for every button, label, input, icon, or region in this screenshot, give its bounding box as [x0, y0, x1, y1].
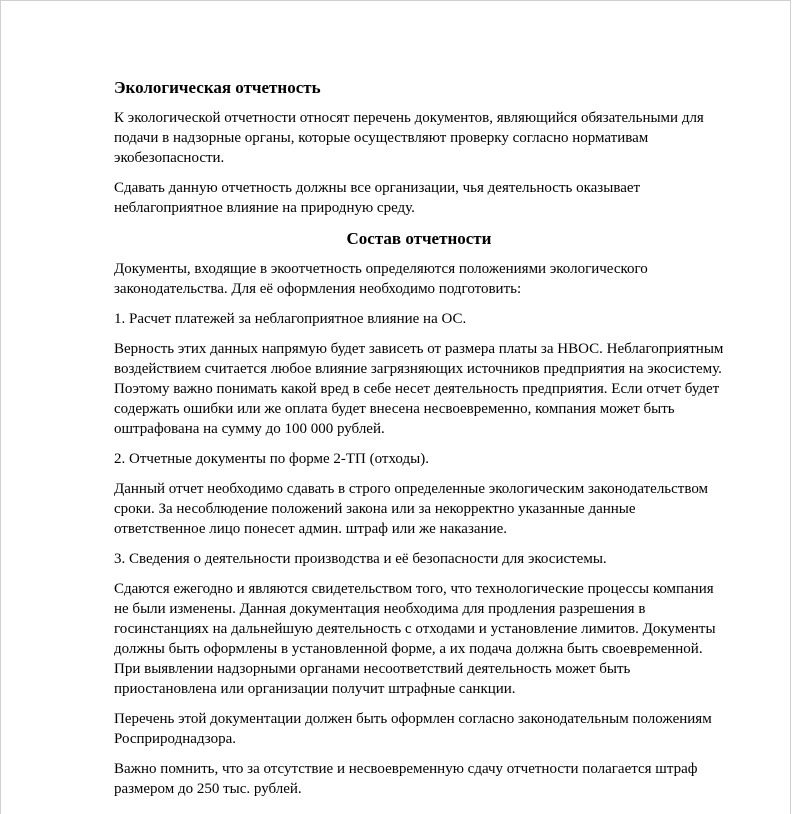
list-item-heading: 3. Сведения о деятельности производства и её безопасности для экосистемы.: [114, 551, 607, 567]
section-paragraph: Сдаются ежегодно и являются свидетельством того, что технологические процессы компания не были изменены. Данная документация необходима для продления разрешения в госинстанциях на дальнейшую деятельность с отходами и установление лимитов. Документы должны быть оформлены в установленной форме, а их подача должна быть своевременной. При выявлении надзорными органами несоответствий деятельность может быть приостановлена или организации получит штрафные санкции.: [114, 581, 716, 697]
section-paragraph: Важно помнить, что за отсутствие и несвоевременную сдачу отчетности полагается штраф размером до 250 тыс. рублей.: [114, 761, 698, 797]
intro-paragraph: Сдавать данную отчетность должны все организации, чья деятельность оказывает неблагоприятное влияние на природную среду.: [114, 180, 641, 216]
section-title: Состав отчетности: [346, 229, 492, 248]
list-item-heading: 1. Расчет платежей за неблагоприятное влияние на ОС.: [114, 311, 467, 327]
intro-paragraph: К экологической отчетности относят перечень документов, являющийся обязательными для подачи в надзорные органы, которые осуществляют проверку согласно нормативам экобезопасности.: [114, 110, 704, 166]
list-item-heading: 2. Отчетные документы по форме 2-ТП (отходы).: [114, 451, 429, 467]
section-paragraph: Верность этих данных напрямую будет зависеть от размера платы за НВОС. Неблагоприятным воздействием считается любое влияние загрязняющих источников предприятия на экосистему. Поэтому важно понимать какой вред в себе несет деятельность предприятия. Если отчет будет содержать ошибки или же оплата будет внесена несвоевременно, компания может быть оштрафована на сумму до 100 000 рублей.: [114, 341, 724, 437]
section-paragraph: Документы, входящие в экоотчетность определяются положениями экологического законодательства. Для её оформления необходимо подготовить:: [114, 261, 648, 297]
document-body: [114, 77, 724, 809]
document-title: Экологическая отчетность: [114, 78, 321, 97]
section-paragraph: Перечень этой документации должен быть оформлен согласно законодательным положениям Росприроднадзора.: [114, 711, 712, 747]
section-paragraph: Данный отчет необходимо сдавать в строго определенные экологическим законодательством сроки. За несоблюдение положений закона или за некорректно указанные данные ответственное лицо понесет админ. штраф или же наказание.: [114, 481, 709, 537]
